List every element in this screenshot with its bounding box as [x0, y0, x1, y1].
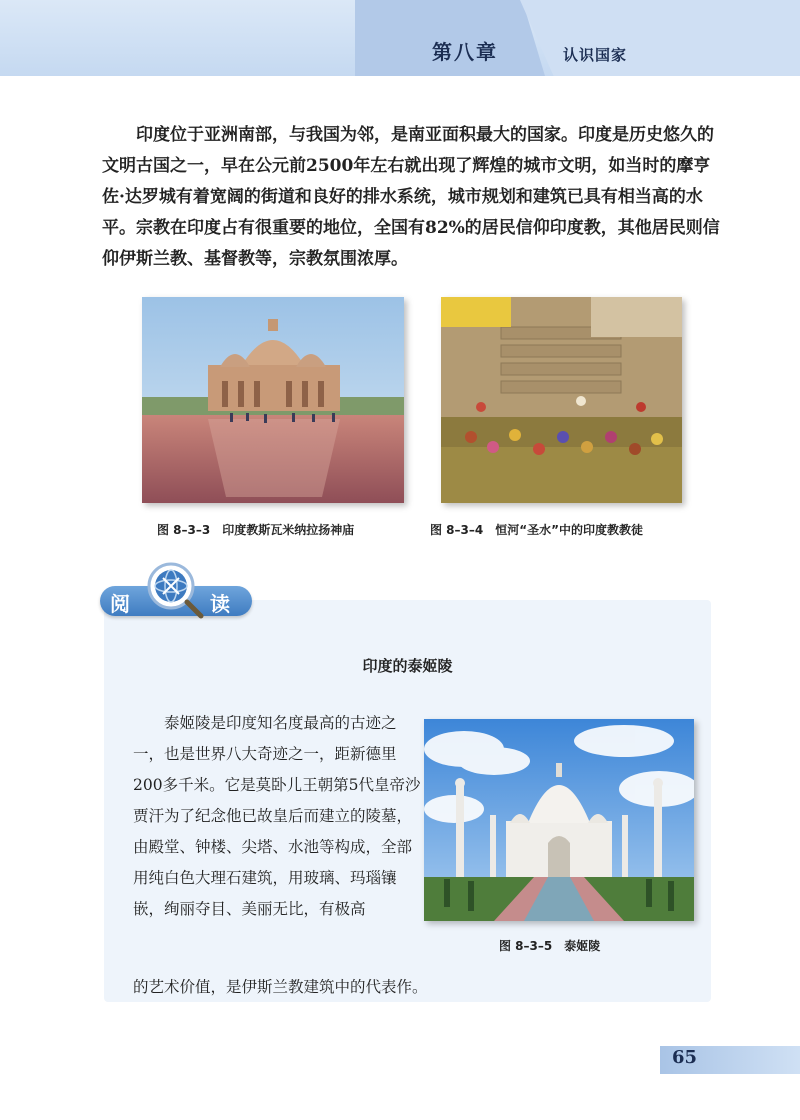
chapter-label: 第八章	[432, 40, 498, 64]
reading-badge-left: 阅	[110, 592, 130, 616]
magnifier-globe-icon	[143, 558, 205, 620]
section-label: 认识国家	[563, 46, 628, 64]
ganges-caption: 图 8–3–4 恒河“圣水”中的印度教教徒	[430, 523, 644, 537]
temple-photo	[142, 297, 404, 503]
taj-caption: 图 8–3–5 泰姬陵	[499, 939, 601, 953]
reading-body: 泰姬陵是印度知名度最高的古迹之一，也是世界八大奇迹之一，距新德里200多千米。它是莫卧儿王朝第5代皇帝沙贾汗为了纪念他已故皇后而建立的陵墓，由殿堂、钟楼、尖塔、水池等构成，全部用纯白色大理石建筑，用玻璃、玛瑙镶嵌，绚丽夺目、美丽无比，有极高	[133, 714, 421, 918]
temple-caption: 图 8–3–3 印度教斯瓦米纳拉扬神庙	[157, 523, 355, 537]
page-number: 65	[672, 1047, 698, 1068]
reading-title: 印度的泰姬陵	[362, 657, 453, 675]
intro-paragraph: 印度位于亚洲南部，与我国为邻，是南亚面积最大的国家。印度是历史悠久的文明古国之一，早在公元前2500年左右就出现了辉煌的城市文明，如当时的摩亨佐·达罗城有着宽阔的街道和良好的排水系统，城市规划和建筑已具有相当高的水平。宗教在印度占有很重要的地位，全国有82%的居民信仰印度教，其他居民则信仰伊斯兰教、基督教等，宗教氛围浓厚。	[102, 125, 720, 269]
section-tab	[520, 0, 800, 76]
reading-badge-right: 读	[210, 592, 230, 616]
reading-body-last: 的艺术价值，是伊斯兰教建筑中的代表作。	[133, 978, 428, 996]
ganges-photo	[441, 297, 682, 503]
taj-photo	[424, 719, 694, 921]
